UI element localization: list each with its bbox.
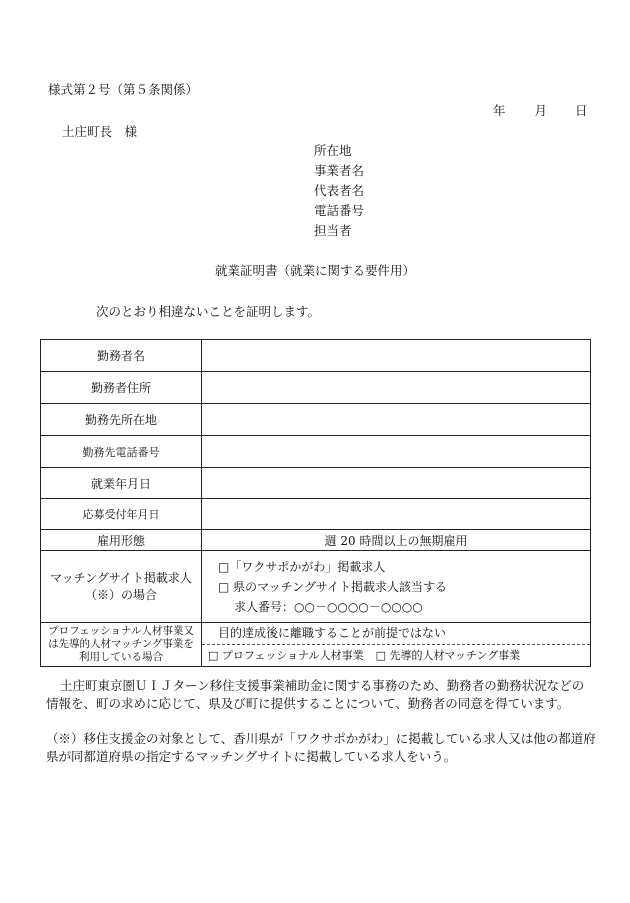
lead-sentence: 次のとおり相違ないことを証明します。 <box>96 304 321 319</box>
issuer-phone-label: 電話番号 <box>314 203 365 218</box>
employment-date-label: 就業年月日 <box>41 468 202 499</box>
professional-program-options <box>202 623 591 667</box>
date-month: 月 <box>534 103 548 118</box>
workplace-phone-field[interactable] <box>202 436 591 468</box>
table-row <box>41 372 591 404</box>
table-row <box>41 436 591 468</box>
application-date-field[interactable] <box>202 499 591 530</box>
employment-type-label: 雇用形態 <box>41 530 202 551</box>
table-row <box>41 404 591 436</box>
professional-checkboxes <box>202 645 590 666</box>
table-row <box>41 468 591 499</box>
workplace-phone-label: 勤務先電話番号 <box>41 436 202 468</box>
worker-name-field[interactable] <box>202 340 591 372</box>
consent-statement: 土庄町東京圏ＵＩＪターン移住支援事業補助金に関する事務のため、勤務者の勤務状況などの情報を、町の求めに応じて、県及び町に提供することについて、勤務者の同意を得ています。 <box>46 678 585 711</box>
table-row <box>41 551 591 623</box>
job-number: 求人番号：○○－○○○○－○○○○ <box>234 599 423 614</box>
date-year: 年 <box>493 103 506 118</box>
issuer-representative-label: 代表者名 <box>314 183 365 198</box>
professional-program-label-text: プロフェッショナル人材事業又は先導的人材マッチング事業を利用している場合 <box>48 625 194 663</box>
professional-program-label <box>41 623 202 667</box>
table-row <box>41 499 591 530</box>
worker-name-label: 勤務者名 <box>41 340 202 372</box>
footnote: （※）移住支援金の対象として、香川県が「ワクサポかがわ」に掲載している求人又は他の都道府県が同都道府県の指定するマッチングサイトに掲載している求人をいう。 <box>46 731 596 764</box>
matching-site-options <box>202 551 591 623</box>
form-number: 様式第２号（第５条関係） <box>48 82 199 97</box>
worker-address-field[interactable] <box>202 372 591 404</box>
leading-matching-checkbox[interactable]: □ 先導的人材マッチング事業 <box>375 649 521 662</box>
table-row <box>41 340 591 372</box>
issuer-business-name-label: 事業者名 <box>314 163 365 178</box>
table-row <box>41 530 591 551</box>
date-day: 日 <box>575 103 588 118</box>
addressee: 土庄町長 様 <box>62 124 138 139</box>
certificate-table <box>40 339 591 667</box>
issuer-address-label: 所在地 <box>314 143 352 158</box>
workplace-address-label: 勤務先所在地 <box>41 404 202 436</box>
matching-site-label: マッチングサイト掲載求人（※）の場合 <box>41 551 202 623</box>
professional-statement: 目的達成後に離職することが前提ではない <box>202 623 590 645</box>
employment-type-value: 週 20 時間以上の無期雇用 <box>202 530 591 551</box>
matching-option-waku-sapo[interactable]: □「ワクサポかがわ」掲載求人 <box>218 559 386 574</box>
table-row <box>41 623 591 667</box>
workplace-address-field[interactable] <box>202 404 591 436</box>
professional-talent-checkbox[interactable]: □ プロフェッショナル人材事業 <box>208 649 364 662</box>
date-line <box>493 101 588 119</box>
issuer-contact-label: 担当者 <box>314 223 352 238</box>
issuer-block <box>314 141 364 241</box>
employment-date-field[interactable] <box>202 468 591 499</box>
application-date-label: 応募受付年月日 <box>41 499 202 530</box>
matching-option-prefecture-site[interactable]: □ 県のマッチングサイト掲載求人該当する <box>218 579 447 594</box>
document-title: 就業証明書（就業に関する要件用） <box>214 263 415 278</box>
worker-address-label: 勤務者住所 <box>41 372 202 404</box>
